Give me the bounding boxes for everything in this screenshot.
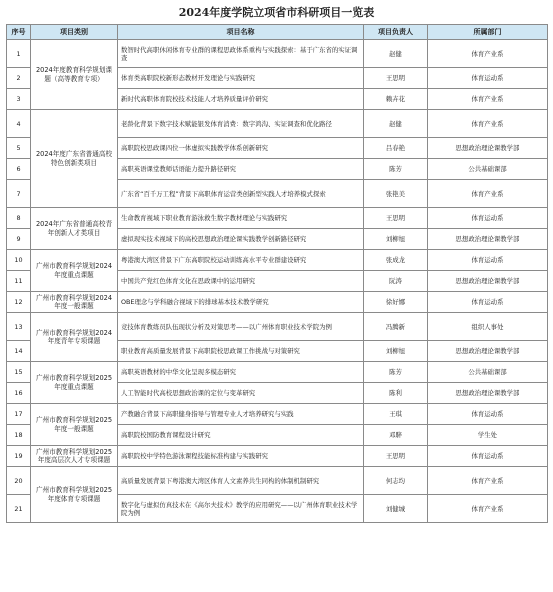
leader-cell: 刘柳旭	[364, 341, 428, 362]
row-number: 19	[7, 446, 31, 467]
project-name-cell: 体育类高职院校新形态教材开发理论与实践研究	[118, 68, 364, 89]
leader-cell: 刘健城	[364, 495, 428, 523]
leader-cell: 冯腾新	[364, 313, 428, 341]
table-row	[7, 208, 548, 229]
leader-cell: 赖卉花	[364, 89, 428, 110]
leader-cell: 王思明	[364, 446, 428, 467]
project-name-cell: 高职英语课堂教师话语能力提升路径研究	[118, 159, 364, 180]
document-title: 2024年度学院立项省市科研项目一览表	[178, 6, 375, 19]
department-cell: 体育运动系	[428, 404, 548, 425]
project-name-cell: 数字化与虚拟仿真技术在《高尔夫技术》教学的应用研究——以广州体育职业技术学院为例	[118, 495, 364, 523]
header-seq: 序号	[7, 25, 31, 40]
department-cell: 体育产业系	[428, 495, 548, 523]
row-number: 5	[7, 138, 31, 159]
project-name-cell: 老龄化背景下数字技术赋能银发体育消费：数字鸿沟、实证调查和优化路径	[118, 110, 364, 138]
leader-cell: 王琪	[364, 404, 428, 425]
leader-cell: 刘柳旭	[364, 229, 428, 250]
header-leader: 项目负责人	[364, 25, 428, 40]
category-cell: 2024年度教育科学规划课题（高等教育专项）	[31, 40, 118, 110]
department-cell: 思想政治理论课教学部	[428, 138, 548, 159]
leader-cell: 王思明	[364, 208, 428, 229]
project-name-cell: 高职院校国防教育课程设计研究	[118, 425, 364, 446]
category-cell: 广州市教育科学规划2024年度重点课题	[31, 250, 118, 292]
category-cell: 广州市教育科学规划2025年度重点课题	[31, 362, 118, 404]
project-name-cell: 新时代高职体育院校技术技能人才培养质量评价研究	[118, 89, 364, 110]
projects-table	[6, 24, 548, 523]
leader-cell: 赵健	[364, 40, 428, 68]
row-number: 8	[7, 208, 31, 229]
category-cell: 广州市教育科学规划2024年度青年专项课题	[31, 313, 118, 362]
row-number: 10	[7, 250, 31, 271]
row-number: 13	[7, 313, 31, 341]
row-number: 21	[7, 495, 31, 523]
header-department: 所属部门	[428, 25, 548, 40]
department-cell: 思想政治理论课教学部	[428, 271, 548, 292]
row-number: 1	[7, 40, 31, 68]
department-cell: 体育运动系	[428, 292, 548, 313]
leader-cell: 何志均	[364, 467, 428, 495]
header-project-name: 项目名称	[118, 25, 364, 40]
project-name-cell: 广东省“百千万工程”背景下高职体育运营类创新型实践人才培养模式探索	[118, 180, 364, 208]
table-row	[7, 362, 548, 383]
leader-cell: 张成龙	[364, 250, 428, 271]
department-cell: 思想政治理论课教学部	[428, 383, 548, 404]
leader-cell: 徐好娜	[364, 292, 428, 313]
leader-cell: 陈芳	[364, 159, 428, 180]
department-cell: 体育运动系	[428, 68, 548, 89]
project-name-cell: 高职院校中学特色游泳课程技能标准构建与实践研究	[118, 446, 364, 467]
project-name-cell: 竞技体育教练员队伍现状分析及对策思考——以广州体育职业技术学院为例	[118, 313, 364, 341]
department-cell: 体育产业系	[428, 467, 548, 495]
leader-cell: 吕春艳	[364, 138, 428, 159]
row-number: 9	[7, 229, 31, 250]
project-name-cell: 高职院校思政课四位一体虚拟实践教学体系创新研究	[118, 138, 364, 159]
project-name-cell: 人工智能时代高校思想政治课的定位与变革研究	[118, 383, 364, 404]
department-cell: 体育产业系	[428, 180, 548, 208]
table-row	[7, 250, 548, 271]
project-name-cell: 生命教育视域下职业教育游泳救生数字教材理论与实践研究	[118, 208, 364, 229]
table-row	[7, 313, 548, 341]
category-cell: 广州市教育科学规划2025年度高层次人才专项课题	[31, 446, 118, 467]
row-number: 4	[7, 110, 31, 138]
project-name-cell: OBE理念与学科融合视域下的排球基本技术教学研究	[118, 292, 364, 313]
department-cell: 公共基础课部	[428, 159, 548, 180]
category-cell: 2024年广东省普通高校青年创新人才类项目	[31, 208, 118, 250]
header-category: 项目类别	[31, 25, 118, 40]
department-cell: 体育运动系	[428, 446, 548, 467]
leader-cell: 张艳美	[364, 180, 428, 208]
category-cell: 2024年度广东省普通高校特色创新类项目	[31, 110, 118, 208]
project-name-cell: 产教融合背景下高职健身指导与管理专业人才培养研究与实践	[118, 404, 364, 425]
row-number: 3	[7, 89, 31, 110]
table-row	[7, 446, 548, 467]
row-number: 14	[7, 341, 31, 362]
department-cell: 思想政治理论课教学部	[428, 341, 548, 362]
table-row	[7, 40, 548, 68]
project-name-cell: 职业教育高质量发展背景下高职院校思政课工作挑战与对策研究	[118, 341, 364, 362]
project-name-cell: 数智时代高职休闲体育专业群的课程思政体系重构与实践探索：基于广东省的实证调查	[118, 40, 364, 68]
leader-cell: 邓騂	[364, 425, 428, 446]
project-name-cell: 粤港澳大湾区背景下广东高职院校运动训练高水平专业群建设研究	[118, 250, 364, 271]
leader-cell: 阮涛	[364, 271, 428, 292]
header-row	[7, 25, 548, 40]
project-name-cell: 中国共产党红色体育文化在思政课中的运用研究	[118, 271, 364, 292]
row-number: 6	[7, 159, 31, 180]
leader-cell: 陈芳	[364, 362, 428, 383]
department-cell: 公共基础课部	[428, 362, 548, 383]
row-number: 12	[7, 292, 31, 313]
row-number: 17	[7, 404, 31, 425]
project-name-cell: 高职英语教材的中华文化呈现多模态研究	[118, 362, 364, 383]
leader-cell: 陈利	[364, 383, 428, 404]
row-number: 2	[7, 68, 31, 89]
row-number: 7	[7, 180, 31, 208]
row-number: 18	[7, 425, 31, 446]
department-cell: 学生处	[428, 425, 548, 446]
row-number: 16	[7, 383, 31, 404]
row-number: 15	[7, 362, 31, 383]
table-row	[7, 292, 548, 313]
leader-cell: 赵健	[364, 110, 428, 138]
project-name-cell: 虚拟现实技术视域下的高校思想政治理论课实践教学创新路径研究	[118, 229, 364, 250]
category-cell: 广州市教育科学规划2025年度一般课题	[31, 404, 118, 446]
table-row	[7, 404, 548, 425]
department-cell: 体育产业系	[428, 110, 548, 138]
row-number: 11	[7, 271, 31, 292]
department-cell: 体育产业系	[428, 89, 548, 110]
department-cell: 思想政治理论课教学部	[428, 229, 548, 250]
leader-cell: 王思明	[364, 68, 428, 89]
department-cell: 体育产业系	[428, 40, 548, 68]
row-number: 20	[7, 467, 31, 495]
department-cell: 体育运动系	[428, 208, 548, 229]
category-cell: 广州市教育科学规划2025年度体育专项课题	[31, 467, 118, 523]
table-row	[7, 467, 548, 495]
table-row	[7, 110, 548, 138]
category-cell: 广州市教育科学规划2024年度一般课题	[31, 292, 118, 313]
project-name-cell: 高质量发展背景下粤港澳大湾区体育人文素养共生同构的体制机制研究	[118, 467, 364, 495]
department-cell: 组织人事处	[428, 313, 548, 341]
department-cell: 体育运动系	[428, 250, 548, 271]
